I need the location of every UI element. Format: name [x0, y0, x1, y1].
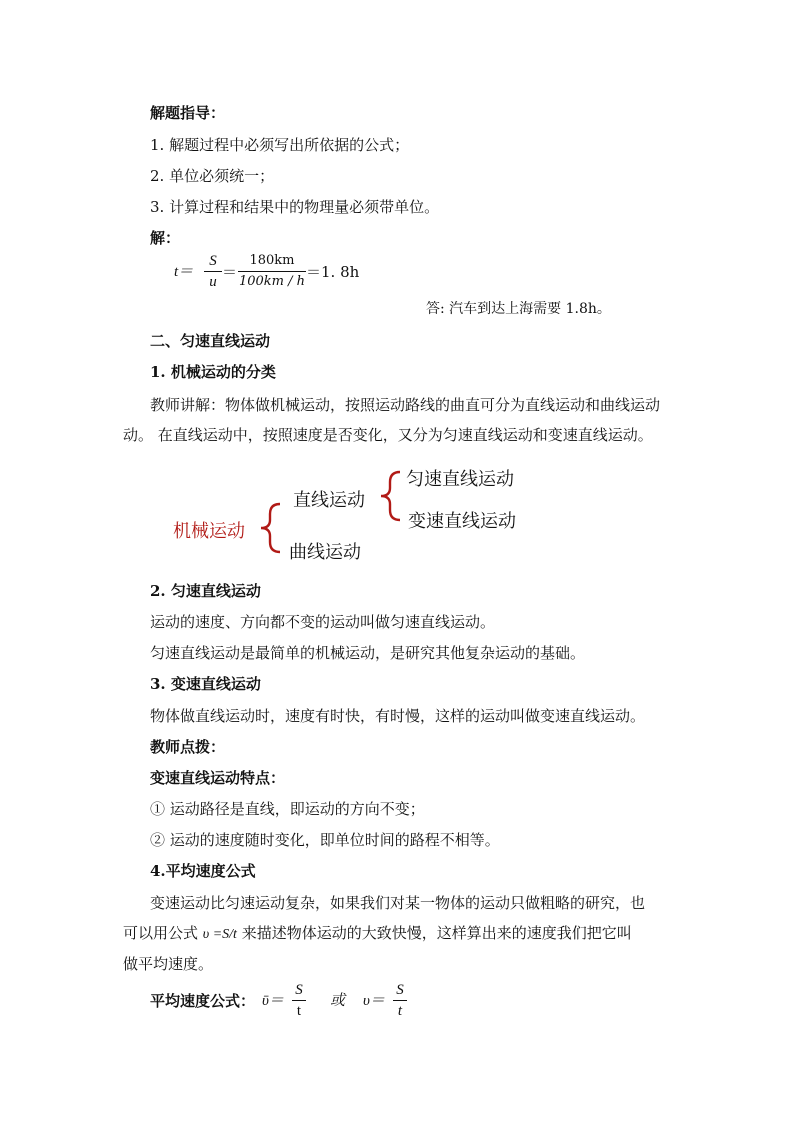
formula-lhs-1: ῡ＝: [262, 993, 284, 1009]
guide-item-2: 2. 单位必须统一；: [150, 167, 275, 185]
subsection-3-title: 3. 变速直线运动: [150, 675, 261, 693]
fraction-2-numerator: 180km: [249, 253, 295, 268]
solution-label: 解：: [150, 229, 181, 247]
diagram-leaf-uniform: 匀速直线运动: [406, 469, 514, 490]
subsection-3-line-1: 物体做直线运动时，速度有时快，有时慢，这样的运动叫做变速直线运动。: [150, 707, 646, 725]
formula-fraction-1: [292, 981, 306, 1020]
guide-item-3: 3. 计算过程和结果中的物理量必须带单位。: [150, 198, 440, 216]
diagram-root: 机械运动: [173, 521, 245, 542]
formula-lhs-2: υ＝: [363, 993, 385, 1009]
guide-title: 解题指导：: [150, 104, 226, 122]
formula-fraction-2-numerator: S: [396, 982, 404, 998]
subsection-4-title: 4.平均速度公式: [150, 862, 256, 880]
fraction-2-denominator: 100km / h: [238, 274, 306, 289]
diagram-brace-left: [258, 502, 284, 554]
subsection-1-title: 1. 机械运动的分类: [150, 363, 276, 381]
subsection-2-title: 2. 匀速直线运动: [150, 582, 261, 600]
solution-fraction-1: [204, 252, 222, 291]
guide-item-1: 1. 解题过程中必须写出所依据的公式；: [150, 136, 410, 154]
diagram-branch-straight: 直线运动: [293, 490, 365, 511]
subsection-2-line-1: 运动的速度、方向都不变的运动叫做匀速直线运动。: [150, 613, 496, 631]
subsection-2-line-2: 匀速直线运动是最简单的机械运动，是研究其他复杂运动的基础。: [150, 644, 586, 662]
formula-fraction-2: [393, 981, 407, 1020]
formula-or: 或: [330, 993, 346, 1009]
para-2-prefix: 可以用公式: [123, 924, 199, 942]
feature-1: ① 运动路径是直线，即运动的方向不变；: [150, 800, 425, 818]
teacher-tip-label: 教师点拨：: [150, 738, 226, 756]
section-2-title: 二、匀速直线运动: [150, 332, 271, 350]
solution-equals: ＝: [222, 263, 238, 281]
solution-result: ＝1. 8h: [306, 263, 360, 281]
average-speed-formula-label: 平均速度公式：: [150, 992, 256, 1010]
subsection-4-para-line-2: [123, 923, 632, 945]
formula-fraction-1-numerator: S: [295, 982, 303, 998]
diagram-branch-curve: 曲线运动: [289, 542, 361, 563]
subsection-4-para-line-1: 变速运动比匀速运动复杂，如果我们对某一物体的运动只做粗略的研究，也: [150, 894, 646, 912]
fraction-1-numerator: S: [209, 253, 217, 269]
inline-formula: υ =S/t: [202, 927, 237, 942]
formula-fraction-2-denominator: t: [397, 1003, 403, 1019]
features-title: 变速直线运动特点：: [150, 769, 286, 787]
para-2-suffix: 来描述物体运动的大致快慢，这样算出来的速度我们把它叫: [241, 924, 632, 942]
diagram-leaf-variable: 变速直线运动: [408, 511, 516, 532]
fraction-1-denominator: u: [209, 274, 217, 290]
feature-2: ② 运动的速度随时变化，即单位时间的路程不相等。: [150, 831, 500, 849]
paragraph-1-line-1: 教师讲解：物体做机械运动，按照运动路线的曲直可分为直线运动和曲线运动: [150, 396, 661, 414]
solution-answer: 答: 汽车到达上海需要 1.8h。: [426, 301, 611, 317]
solution-var: t＝: [174, 264, 194, 280]
paragraph-1-line-2: 动。 在直线运动中，按照速度是否变化，又分为匀速直线运动和变速直线运动。: [123, 426, 653, 444]
diagram-brace-right: [378, 470, 404, 522]
formula-fraction-1-denominator: t: [296, 1003, 302, 1019]
solution-fraction-2: [238, 252, 306, 291]
subsection-4-para-line-3: 做平均速度。: [123, 955, 214, 973]
